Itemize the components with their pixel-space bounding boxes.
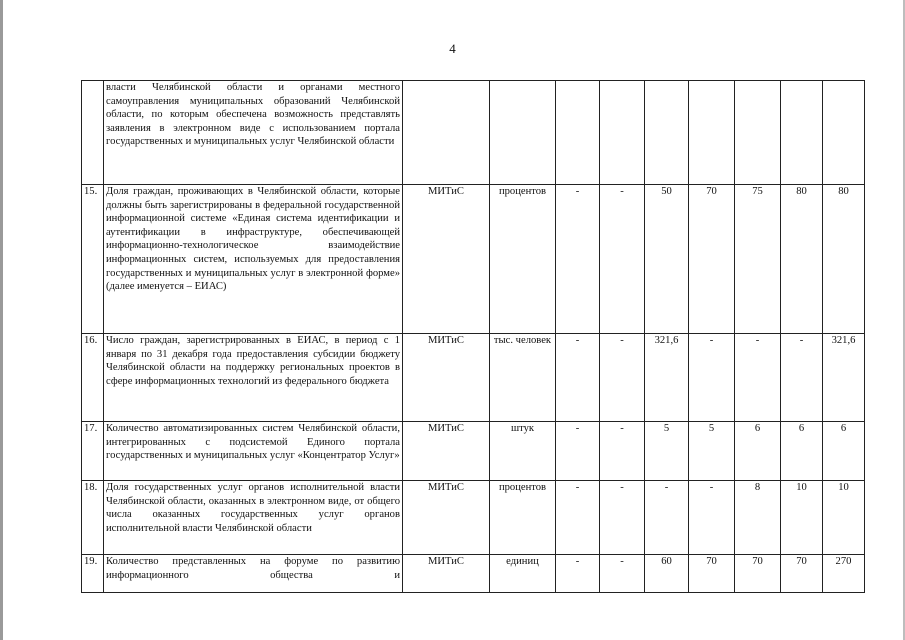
table-row (82, 555, 865, 593)
table-row (82, 481, 865, 555)
value-6: 6 (781, 422, 823, 481)
value-1: - (556, 185, 600, 334)
executor: МИТиС (403, 185, 490, 334)
value-6: 70 (781, 555, 823, 593)
unit: единиц (490, 555, 556, 593)
value-1 (556, 81, 600, 185)
indicator-description: Число граждан, зарегистрированных в ЕИАС, в период с 1 января по 31 декабря года предоставления субсидии бюджету Челябинской области на поддержку региональных проектов в сфере информационных технологий из федерального бюджета (104, 334, 403, 422)
value-7: 6 (823, 422, 865, 481)
table-row (82, 185, 865, 334)
value-1: - (556, 334, 600, 422)
value-7: 10 (823, 481, 865, 555)
value-3: 50 (645, 185, 689, 334)
value-3 (645, 81, 689, 185)
value-3: 5 (645, 422, 689, 481)
row-number: 17. (82, 422, 104, 481)
executor: МИТиС (403, 555, 490, 593)
unit: процентов (490, 481, 556, 555)
executor (403, 81, 490, 185)
executor: МИТиС (403, 422, 490, 481)
indicator-description: Доля государственных услуг органов исполнительной власти Челябинской области, оказанных в электронном виде, от общего числа оказанных государственных услуг органов исполнительной власти Челябинской области (104, 481, 403, 555)
unit: процентов (490, 185, 556, 334)
value-4: - (689, 334, 735, 422)
indicator-description: Количество автоматизированных систем Челябинской области, интегрированных с подсистемой Единого портала государственных и муниципальных услуг «Концентратор Услуг» (104, 422, 403, 481)
row-number: 15. (82, 185, 104, 334)
value-5: 8 (735, 481, 781, 555)
value-3: - (645, 481, 689, 555)
value-3: 321,6 (645, 334, 689, 422)
row-number: 19. (82, 555, 104, 593)
scan-edge-left (0, 0, 3, 640)
value-7: 270 (823, 555, 865, 593)
indicator-description: власти Челябинской области и органами местного самоуправления муниципальных образований Челябинской области, по которым обеспечена возможность представлять заявления в электронном виде с использованием портала государственных и муниципальных услуг Челябинской области (104, 81, 403, 185)
value-2 (600, 81, 645, 185)
value-7: 321,6 (823, 334, 865, 422)
value-6: 80 (781, 185, 823, 334)
table-row (82, 334, 865, 422)
value-5: - (735, 334, 781, 422)
value-3: 60 (645, 555, 689, 593)
value-6: - (781, 334, 823, 422)
executor: МИТиС (403, 334, 490, 422)
row-number: 16. (82, 334, 104, 422)
value-7: 80 (823, 185, 865, 334)
indicators-table (81, 80, 865, 593)
table-row (82, 422, 865, 481)
indicator-description: Доля граждан, проживающих в Челябинской области, которые должны быть зарегистрированы в федеральной государственной информационной системе «Единая система идентификации и аутентификации в инфраструктуре, обеспечивающей информационно-технологическое взаимодействие информационных систем, используемых для предоставления государственных и муниципальных услуг в электронной форме» (далее именуется – ЕИАС) (104, 185, 403, 334)
value-4: 70 (689, 555, 735, 593)
value-6: 10 (781, 481, 823, 555)
row-number: 18. (82, 481, 104, 555)
page-number: 4 (449, 41, 456, 56)
value-4: 70 (689, 185, 735, 334)
value-5: 70 (735, 555, 781, 593)
executor: МИТиС (403, 481, 490, 555)
value-4: - (689, 481, 735, 555)
unit: тыс. человек (490, 334, 556, 422)
row-number (82, 81, 104, 185)
value-2: - (600, 481, 645, 555)
value-2: - (600, 185, 645, 334)
value-7 (823, 81, 865, 185)
value-1: - (556, 555, 600, 593)
value-2: - (600, 555, 645, 593)
unit (490, 81, 556, 185)
value-4 (689, 81, 735, 185)
value-2: - (600, 334, 645, 422)
value-5 (735, 81, 781, 185)
table-row (82, 81, 865, 185)
value-5: 75 (735, 185, 781, 334)
value-5: 6 (735, 422, 781, 481)
value-1: - (556, 481, 600, 555)
unit: штук (490, 422, 556, 481)
indicator-description: Количество представленных на форуме по развитию информационного общества и (104, 555, 403, 593)
value-2: - (600, 422, 645, 481)
value-6 (781, 81, 823, 185)
value-1: - (556, 422, 600, 481)
value-4: 5 (689, 422, 735, 481)
